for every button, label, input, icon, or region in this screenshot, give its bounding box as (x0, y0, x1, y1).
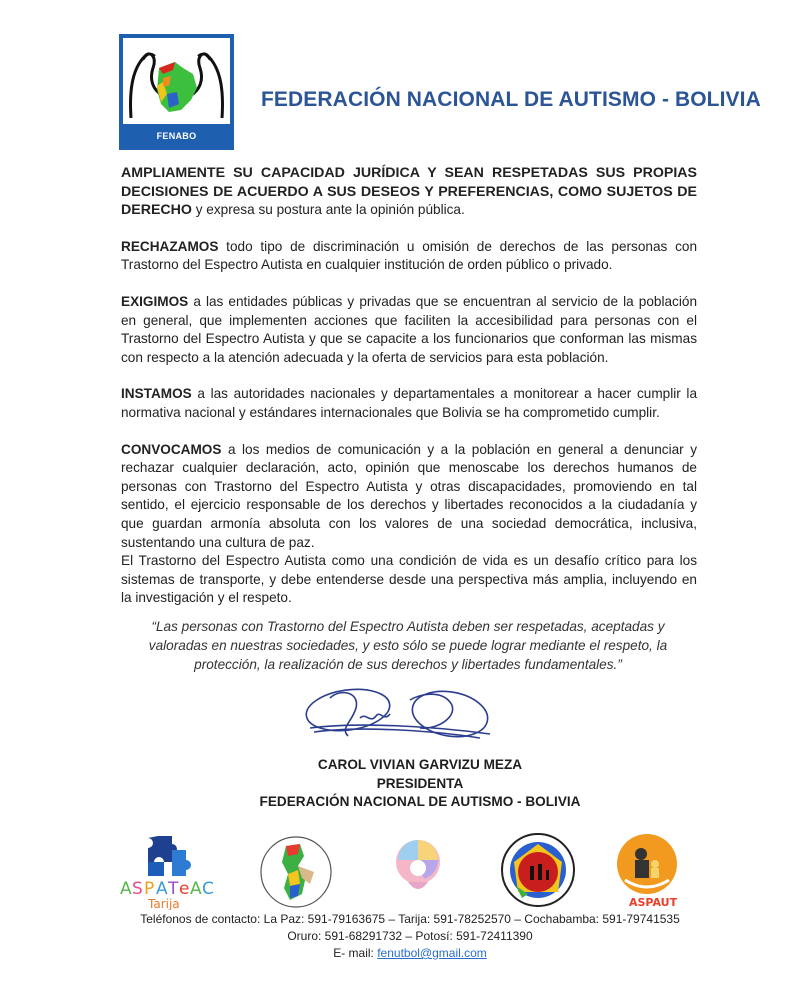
org-title: FEDERACIÓN NACIONAL DE AUTISMO - BOLIVIA (261, 88, 761, 111)
svg-text:P: P (144, 879, 155, 899)
paragraph-text: todo tipo de discriminación u omisión de derechos de las personas con Trastorno del Espectro Autista en cualquier institución de orden público o privado. (121, 238, 697, 273)
puzzle-head-icon (388, 832, 448, 910)
signatory-block (220, 756, 620, 812)
paragraph-lead: EXIGIMOS (121, 293, 189, 309)
hands-holding-map-icon (123, 38, 230, 124)
paragraph-text: a los medios de comunicación y a la población en general a denunciar y rechazar cualquier declaración, acto, opinión que menoscabe los derechos humanos de personas con Trastorno del Espectro Autista y otras discapacidades, promoviendo en tal sentido, el ejercicio responsable de los derechos y libertades reconocidos a la ciudadanía y que guardan armonía absoluta con los valores de una sociedad democrática, inclusiva, sustentando una cultura de paz. (121, 441, 697, 550)
svg-text:T: T (168, 879, 179, 899)
closing-paragraph: El Trastorno del Espectro Autista como una condición de vida es un desafío crítico para los sistemas de transporte, y debe entenderse desde una perspectiva más amplia, incluyendo en la investigación y el respeto. (121, 553, 697, 606)
partner-logos (110, 832, 700, 910)
circular-map-emblem-icon (258, 832, 334, 910)
svg-text:S: S (132, 879, 143, 899)
svg-text:A: A (190, 879, 202, 899)
hands-map-emblem (123, 38, 230, 124)
signatory-name: CAROL VIVIAN GARVIZU MEZA (317, 757, 523, 772)
logo-label: FENABO (156, 131, 197, 141)
intro-paragraph (121, 164, 697, 220)
signatory-org: FEDERACIÓN NACIONAL DE AUTISMO - BOLIVIA (259, 794, 581, 809)
intro-caps: AMPLIAMENTE SU CAPACIDAD JURÍDICA Y SEAN RESPETADAS SUS PROPIAS DECISIONES DE ACUERDO A SUS DESEOS Y PREFERENCIAS, COMO SUJETOS DE DERECHO (121, 165, 697, 219)
signature-scribble (300, 678, 500, 748)
statement-body (121, 164, 697, 608)
paragraph-instamos (121, 385, 697, 422)
partner-logo-puzzle-head (388, 832, 448, 910)
partner-logo-aspaut (615, 832, 679, 910)
email-label: E- mail: (333, 946, 378, 960)
contact-phones-line1: Teléfonos de contacto: La Paz: 591-79163675 – Tarija: 591-78252570 – Cochabamba: 591-79741535 (140, 912, 680, 926)
contact-phones-line2: Oruro: 591-68291732 – Potosí: 591-72411390 (287, 929, 533, 943)
paragraph-lead: CONVOCAMOS (121, 441, 222, 457)
contact-email-line (110, 945, 710, 962)
svg-text:A: A (156, 879, 168, 899)
signatory-role: PRESIDENTA (376, 775, 464, 791)
partner-logo-circle-map (258, 832, 334, 910)
paragraph-lead: INSTAMOS (121, 386, 192, 402)
fenabo-logo (119, 34, 234, 150)
partner-logo-aspateac (118, 832, 228, 910)
contact-footer (110, 911, 710, 962)
paragraph-rechazamos (121, 238, 697, 275)
paragraph-text: a las entidades públicas y privadas que se encuentran al servicio de la población en general, que implementen acciones que faciliten la accesibilidad para personas con el Trastorno del Espectro Autista y que se capacite a los funcionarios que conforman las mismas con respecto a la atención adecuada y la oferta de servicios para esta población. (121, 293, 697, 365)
paragraph-text: a las autoridades nacionales y departamentales a monitorear a hacer cumplir la normativa nacional y estándares internacionales que Bolivia se ha comprometido cumplir. (121, 386, 697, 420)
signature-icon (300, 678, 500, 748)
svg-text:Tarija: Tarija (148, 897, 180, 910)
partner-logo-oruro-families (498, 832, 578, 910)
aspaut-emblem-icon (615, 832, 679, 910)
svg-text:ASPAUT: ASPAUT (629, 896, 678, 909)
families-emblem-icon (498, 832, 578, 910)
quote: “Las personas con Trastorno del Espectro Autista deben ser respetadas, aceptadas y valoradas en nuestras sociedades, y esto sólo se puede lograr mediante el respeto, la protección, la realización de sus derechos y libertades fundamentales.” (148, 619, 668, 672)
svg-text:C: C (202, 879, 214, 899)
intro-rest: y expresa su postura ante la opinión pública. (191, 202, 465, 218)
svg-text:A: A (120, 879, 132, 899)
paragraph-lead: RECHAZAMOS (121, 238, 219, 254)
svg-text:e: e (179, 879, 190, 899)
puzzle-piece-icon (118, 832, 228, 910)
paragraph-exigimos (121, 293, 697, 367)
paragraph-convocamos (121, 441, 697, 553)
email-link[interactable]: fenutbol@gmail.com (377, 946, 487, 960)
